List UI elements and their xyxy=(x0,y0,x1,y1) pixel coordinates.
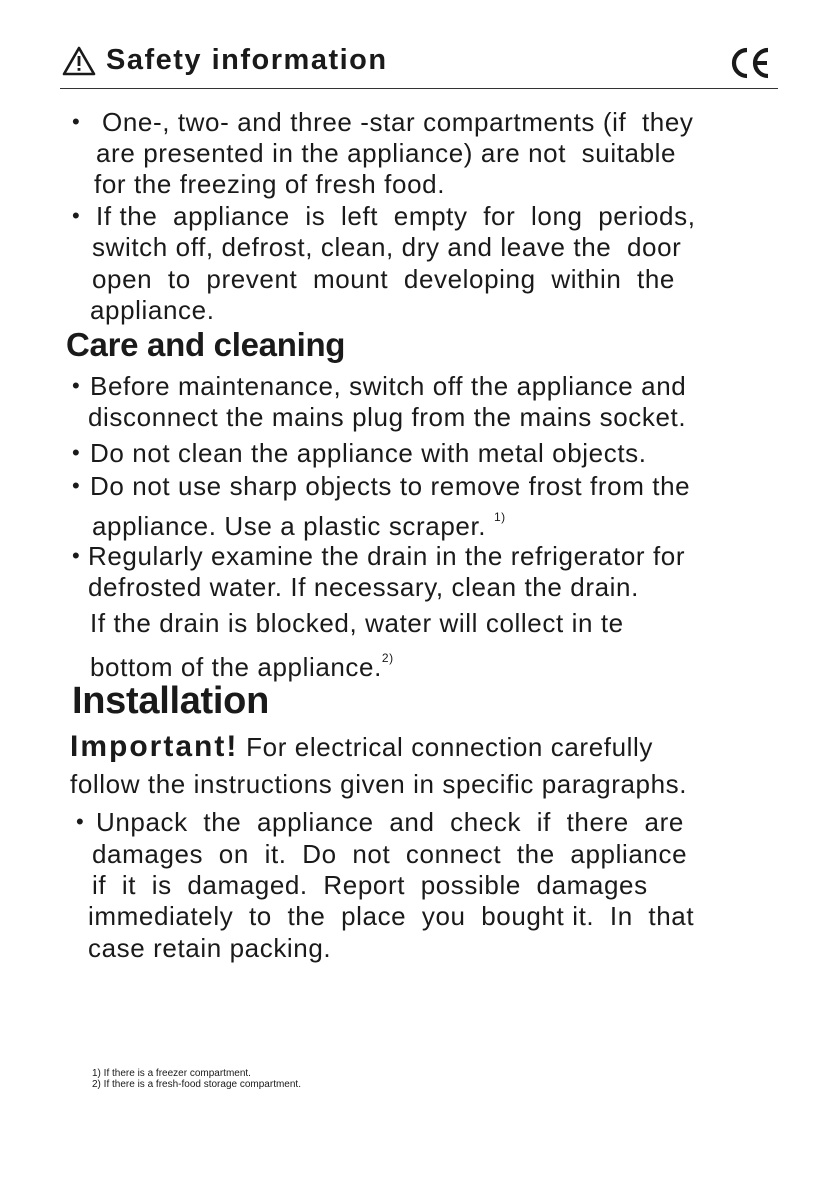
bullet-marker: • xyxy=(72,473,80,498)
installation-heading: Installation xyxy=(72,680,269,722)
bullet-marker: • xyxy=(72,440,80,465)
important-label: Important! xyxy=(70,730,239,763)
bullet-marker: • xyxy=(72,109,80,134)
care-bullet4-line3: If the drain is blocked, water will collect in te xyxy=(90,608,624,638)
important-text-line2: follow the instructions given in specific paragraphs. xyxy=(70,769,688,799)
warning-triangle-icon xyxy=(62,46,96,76)
care-heading: Care and cleaning xyxy=(66,326,346,363)
care-bullet4-line4 xyxy=(90,643,394,682)
bullet-marker: • xyxy=(72,203,80,228)
footnote-2: 2) If there is a fresh-food storage compartment. xyxy=(92,1079,301,1090)
care-bullet1-line2: disconnect the mains plug from the mains socket. xyxy=(88,402,687,432)
important-line xyxy=(70,732,653,762)
care-bullet3-line1: Do not use sharp objects to remove frost from the xyxy=(90,471,691,501)
install-bullet1-line1: Unpack the appliance and check if there are xyxy=(96,807,684,837)
bullet-marker: • xyxy=(72,373,80,398)
safety-bullet1-line3: for the freezing of fresh food. xyxy=(94,169,446,199)
install-bullet1-line4: immediately to the place you bought it. In that xyxy=(88,901,695,931)
ce-mark-icon xyxy=(728,46,772,80)
care-bullet1-line1: Before maintenance, switch off the appliance and xyxy=(90,371,687,401)
bullet-marker: • xyxy=(76,809,84,834)
care-bullet3-line2 xyxy=(92,502,506,541)
safety-bullet2-line3: open to prevent mount developing within the xyxy=(92,264,675,294)
safety-bullet2-line2: switch off, defrost, clean, dry and leave the door xyxy=(92,232,682,262)
care-bullet3-line2-text: appliance. Use a plastic scraper. xyxy=(92,511,487,541)
care-bullet4-line4-text: bottom of the appliance. xyxy=(90,652,382,682)
page-header xyxy=(60,40,778,89)
safety-bullet2-line4: appliance. xyxy=(90,295,215,325)
important-text-line1: For electrical connection carefully xyxy=(246,732,653,762)
care-bullet4-line2: defrosted water. If necessary, clean the drain. xyxy=(88,572,639,602)
care-bullet4-line1: Regularly examine the drain in the refrigerator for xyxy=(88,541,686,571)
install-bullet1-line5: case retain packing. xyxy=(88,933,332,963)
safety-bullet2-line1: If the appliance is left empty for long periods, xyxy=(96,201,696,231)
safety-bullet1-line1: One-, two- and three -star compartments (if they xyxy=(102,107,694,137)
care-bullet2-line1: Do not clean the appliance with metal objects. xyxy=(90,438,647,468)
footnote-ref-1: 1) xyxy=(493,510,506,524)
safety-bullet1-line2: are presented in the appliance) are not suitable xyxy=(96,138,677,168)
footnote-1: 1) If there is a freezer compartment. xyxy=(92,1068,251,1079)
install-bullet1-line3: if it is damaged. Report possible damages xyxy=(92,870,648,900)
bullet-marker: • xyxy=(72,543,80,568)
install-bullet1-line2: damages on it. Do not connect the appliance xyxy=(92,839,688,869)
page-title: Safety information xyxy=(106,44,388,76)
footnote-ref-2: 2) xyxy=(381,651,394,665)
